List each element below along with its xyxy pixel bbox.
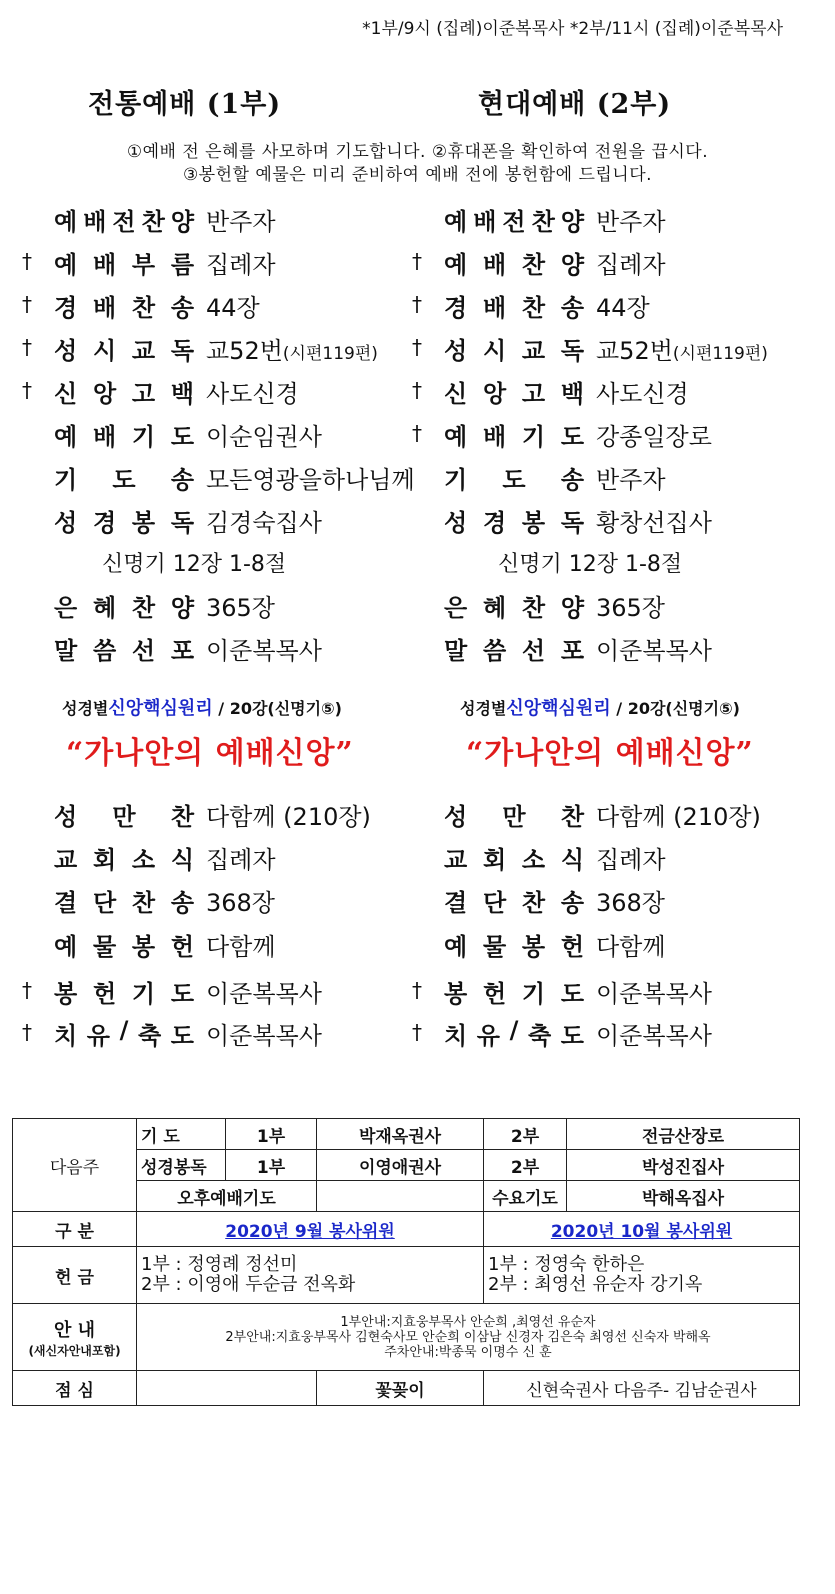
order-item-value: [206, 374, 299, 409]
reading-part2-name: 박성진집사: [567, 1150, 800, 1181]
order-item-value-text: 다함께 (210장): [596, 803, 761, 831]
order-item: [22, 927, 422, 963]
order-item-value: [206, 503, 322, 538]
order-item-value-text: 다함께: [206, 933, 276, 961]
order-item-label: 예 배 전 찬 양: [54, 208, 194, 236]
offering-october-part2: 2부 : 최영선 유순자 강기옥: [488, 1274, 703, 1295]
order-item-label: 결 단 찬 송: [54, 889, 194, 917]
order-item-value-text: 김경숙집사: [206, 509, 322, 537]
prayer-part2: 2부: [484, 1119, 567, 1150]
cross-icon: †: [412, 292, 422, 316]
category-label: 구 분: [13, 1212, 137, 1247]
traditional-closing-order: [22, 797, 422, 1057]
offering-october: [484, 1247, 800, 1304]
order-item: [22, 202, 422, 238]
order-item-value-text: 교52번: [206, 337, 283, 365]
cross-icon: †: [22, 249, 32, 273]
order-item-value-text: 모든영광을하나님께: [206, 466, 415, 494]
order-item-label: 성 만 찬: [444, 803, 584, 831]
afternoon-prayer-label: 오후예배기도: [137, 1181, 317, 1212]
october-volunteers-link[interactable]: 2020년 10월 봉사위원: [550, 1221, 733, 1242]
order-item: [412, 374, 812, 410]
series-suffix: / 20강(신명기⑤): [610, 699, 740, 718]
series-prefix: 성경별: [62, 699, 109, 718]
cross-icon: †: [22, 1020, 32, 1044]
modern-closing-order: [412, 797, 812, 1057]
order-item-label: 기 도 송: [54, 466, 194, 494]
order-item-label: 봉 헌 기 도: [444, 980, 584, 1008]
cross-icon: †: [412, 421, 422, 445]
order-item: [412, 797, 812, 833]
order-item-value-text: 이준복목사: [206, 1022, 322, 1050]
order-item-value-text: 집례자: [596, 251, 666, 279]
order-item-value: [206, 331, 378, 366]
order-item-value: [596, 840, 666, 875]
order-item-value-text: 이준복목사: [206, 637, 322, 665]
order-item: [22, 974, 422, 1010]
order-item-label: 성 시 교 독: [444, 337, 584, 365]
order-item-value-text: 반주자: [596, 208, 666, 236]
order-item-label: 예 배 기 도: [54, 423, 194, 451]
lunch-value: 신현숙권사 다음주- 김남순권사: [484, 1371, 800, 1406]
order-item: [412, 245, 812, 281]
order-item-value: [206, 1016, 322, 1051]
order-item-value: [206, 631, 322, 666]
order-item-value-text: 강종일장로: [596, 423, 712, 451]
order-item-value-text: 365장: [206, 594, 275, 622]
order-item-value: [206, 417, 322, 452]
order-item-value-text: 이준복목사: [206, 980, 322, 1008]
lunch-group: 꽃꽂이: [317, 1371, 484, 1406]
series-highlight: 신앙핵심원리: [108, 698, 213, 719]
order-item: [22, 883, 422, 919]
scripture-reference-right: 신명기 12장 1-8절: [498, 552, 683, 577]
order-item-value-text: 집례자: [206, 846, 276, 874]
order-item-value: [596, 202, 666, 237]
order-item-value-text: 다함께: [596, 933, 666, 961]
announcement-table: [12, 1118, 800, 1406]
order-item-value: [596, 417, 712, 452]
order-item-value-text: 이준복목사: [596, 980, 712, 1008]
order-item-label: 교 회 소 식: [54, 846, 194, 874]
order-item-label: 기 도 송: [444, 466, 584, 494]
offering-september: [137, 1247, 484, 1304]
order-item-value-text: 반주자: [596, 466, 666, 494]
order-item-value: [596, 883, 665, 918]
order-item: [22, 245, 422, 281]
september-volunteers-header: [137, 1212, 484, 1247]
guide-details: [137, 1304, 800, 1371]
order-item-label: 말 씀 선 포: [54, 637, 194, 665]
offering-september-part1: 1부 : 정영례 정선미: [141, 1254, 298, 1275]
reading-part2: 2부: [484, 1150, 567, 1181]
wednesday-prayer-value: 박해옥집사: [567, 1181, 800, 1212]
order-item-value-text: 집례자: [596, 846, 666, 874]
order-item-value: [596, 1016, 712, 1051]
order-item-label: 치 유 / 축 도: [54, 1016, 194, 1050]
order-item-label: 경 배 찬 송: [54, 294, 194, 322]
series-prefix: 성경별: [460, 699, 507, 718]
order-item: [412, 974, 812, 1010]
order-item: [412, 417, 812, 453]
offering-label: 헌 금: [13, 1247, 137, 1304]
order-item-value: [206, 202, 276, 237]
order-item: [412, 883, 812, 919]
order-item-label: 예 물 봉 헌: [444, 933, 584, 961]
cross-icon: †: [22, 978, 32, 1002]
order-item-label: 은 혜 찬 양: [54, 594, 194, 622]
order-item: [22, 460, 422, 496]
order-item-value-text: 집례자: [206, 251, 276, 279]
order-item-value-text: 44장: [206, 294, 260, 322]
order-item-value: [596, 797, 761, 832]
traditional-service-title: 전통예배 (1부): [88, 89, 282, 120]
order-item: [22, 288, 422, 324]
service-times-header: *1부/9시 (집례)이준복목사 *2부/11시 (집례)이준복목사: [362, 19, 783, 39]
order-item-label: 신 앙 고 백: [54, 380, 194, 408]
order-item-label: 은 혜 찬 양: [444, 594, 584, 622]
order-item-value: [206, 974, 322, 1009]
order-item-value-text: 44장: [596, 294, 650, 322]
order-item-value-text: 다함께 (210장): [206, 803, 371, 831]
order-item: [22, 588, 422, 624]
order-item-value-text: 황창선집사: [596, 509, 712, 537]
series-suffix: / 20강(신명기⑤): [212, 699, 342, 718]
wednesday-prayer-label: 수요기도: [484, 1181, 567, 1212]
prayer-part1: 1부: [226, 1119, 317, 1150]
order-item: [412, 840, 812, 876]
order-item-value-note: (시편119편): [282, 344, 378, 364]
order-item: [412, 202, 812, 238]
order-item: [412, 927, 812, 963]
order-item-value: [206, 588, 275, 623]
offering-october-part1: 1부 : 정영숙 한하은: [488, 1254, 645, 1275]
next-week-label: 다음주: [13, 1119, 137, 1212]
order-item: [22, 374, 422, 410]
cross-icon: †: [412, 249, 422, 273]
order-item-label: 예 배 전 찬 양: [444, 208, 584, 236]
order-item-label: 신 앙 고 백: [444, 380, 584, 408]
order-item: [412, 588, 812, 624]
september-volunteers-link[interactable]: 2020년 9월 봉사위원: [225, 1221, 395, 1242]
order-item-label: 경 배 찬 송: [444, 294, 584, 322]
order-item-value: [596, 927, 666, 962]
order-item-label: 예 배 찬 양: [444, 251, 584, 279]
order-item-label: 예 배 부 름: [54, 251, 194, 279]
order-item-label: 예 물 봉 헌: [54, 933, 194, 961]
order-item-value-text: 사도신경: [206, 380, 299, 408]
prayer-label: 기 도: [137, 1119, 226, 1150]
cross-icon: †: [412, 335, 422, 359]
order-item-label: 성 만 찬: [54, 803, 194, 831]
order-item-label: 말 씀 선 포: [444, 637, 584, 665]
sermon-series-right: [460, 694, 740, 720]
order-item: [22, 331, 422, 367]
order-item-value: [206, 797, 371, 832]
reading-part1: 1부: [226, 1150, 317, 1181]
order-item-value: [596, 974, 712, 1009]
order-item: [22, 1016, 422, 1052]
reading-label: 성경봉독: [137, 1150, 226, 1181]
october-volunteers-header: [484, 1212, 800, 1247]
order-item-label: 결 단 찬 송: [444, 889, 584, 917]
order-item-value: [206, 460, 415, 495]
order-item-value-text: 이준복목사: [596, 1022, 712, 1050]
guide-parking: 주차안내:박종묵 이명수 신 훈: [384, 1344, 552, 1360]
guide-label-cell: [13, 1304, 137, 1371]
worship-notice-line-1: ①예배 전 은혜를 사모하며 기도합니다. ②휴대폰을 확인하여 전원을 끕시다.: [126, 142, 709, 162]
order-item-value: [206, 927, 276, 962]
order-item-value: [206, 245, 276, 280]
afternoon-prayer-value: [317, 1181, 484, 1212]
order-item-value: [596, 288, 650, 323]
cross-icon: †: [412, 378, 422, 402]
guide-label: 안 내: [53, 1319, 96, 1341]
order-item: [22, 503, 422, 539]
order-item-value: [596, 245, 666, 280]
order-item: [412, 503, 812, 539]
lunch-empty: [137, 1371, 317, 1406]
order-item: [22, 797, 422, 833]
order-item-value: [206, 883, 275, 918]
order-item-value-text: 368장: [596, 889, 665, 917]
sermon-series-left: [62, 694, 342, 720]
order-item-value-text: 반주자: [206, 208, 276, 236]
order-item-label: 성 경 봉 독: [444, 509, 584, 537]
order-item-value: [206, 840, 276, 875]
order-item-value: [596, 460, 666, 495]
order-item: [412, 1016, 812, 1052]
cross-icon: †: [22, 378, 32, 402]
order-item-value: [206, 288, 260, 323]
lunch-label: 점 심: [13, 1371, 137, 1406]
order-item: [22, 631, 422, 667]
sermon-title-right: “가나안의 예배신앙”: [466, 736, 754, 771]
order-item-value-text: 365장: [596, 594, 665, 622]
guide-part1: 1부안내:지효웅부목사 안순희 ,최영선 유순자: [340, 1314, 596, 1330]
order-item-label: 성 시 교 독: [54, 337, 194, 365]
series-highlight: 신앙핵심원리: [506, 698, 611, 719]
order-item-label: 예 배 기 도: [444, 423, 584, 451]
reading-part1-name: 이영애권사: [317, 1150, 484, 1181]
order-item-label: 성 경 봉 독: [54, 509, 194, 537]
order-item-label: 치 유 / 축 도: [444, 1016, 584, 1050]
guide-part2: 2부안내:지효웅부목사 김현숙사모 안순희 이삼남 신경자 김은숙 최영선 신숙자 박해옥: [225, 1329, 711, 1345]
order-item-value: [596, 503, 712, 538]
scripture-reference-left: 신명기 12장 1-8절: [102, 552, 287, 577]
order-item-value: [596, 374, 689, 409]
order-item: [22, 417, 422, 453]
order-item: [22, 840, 422, 876]
cross-icon: †: [412, 1020, 422, 1044]
order-item-label: 교 회 소 식: [444, 846, 584, 874]
order-item-value-note: (시편119편): [672, 344, 768, 364]
sermon-title-left: “가나안의 예배신앙”: [66, 736, 354, 771]
cross-icon: †: [22, 292, 32, 316]
order-item-value: [596, 331, 768, 366]
order-item-value: [596, 588, 665, 623]
cross-icon: †: [412, 978, 422, 1002]
order-item-value-text: 사도신경: [596, 380, 689, 408]
order-item: [412, 288, 812, 324]
order-item-value: [596, 631, 712, 666]
offering-september-part2: 2부 : 이영애 두순금 전옥화: [141, 1274, 356, 1295]
order-item: [412, 631, 812, 667]
modern-order-of-service: [412, 200, 812, 670]
guide-sublabel: (새신자안내포함): [28, 1343, 121, 1358]
traditional-order-of-service: [22, 200, 422, 670]
prayer-part1-name: 박재옥권사: [317, 1119, 484, 1150]
order-item: [412, 460, 812, 496]
cross-icon: †: [22, 335, 32, 359]
order-item-value-text: 368장: [206, 889, 275, 917]
modern-service-title: 현대예배 (2부): [478, 89, 672, 120]
order-item-label: 봉 헌 기 도: [54, 980, 194, 1008]
order-item-value-text: 이준복목사: [596, 637, 712, 665]
order-item: [412, 331, 812, 367]
order-item-value-text: 교52번: [596, 337, 673, 365]
worship-notice-line-2: ③봉헌할 예물은 미리 준비하여 예배 전에 봉헌함에 드립니다.: [182, 165, 653, 185]
order-item-value-text: 이순임권사: [206, 423, 322, 451]
prayer-part2-name: 전금산장로: [567, 1119, 800, 1150]
